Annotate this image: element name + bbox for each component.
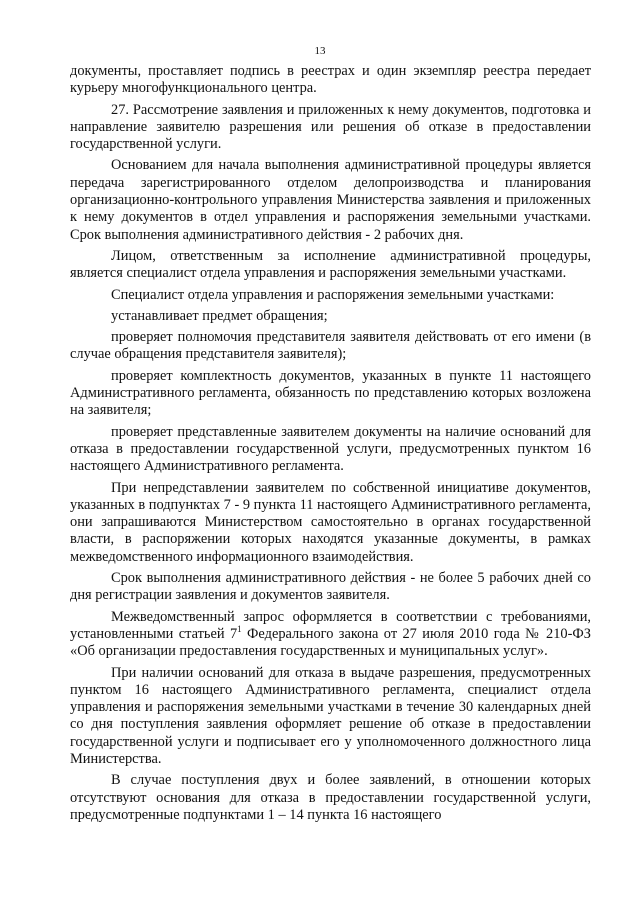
paragraph-grounds-check: проверяет представленные заявителем документы на наличие оснований для отказа в предоставлении государственной услуги, предусмотренных пунктом 16 настоящего Административного регламента. (70, 423, 591, 475)
paragraph-item-27: 27. Рассмотрение заявления и приложенных к нему документов, подготовка и направление заявителю разрешения или решения об отказе в предоставлении государственной услуги. (70, 101, 591, 153)
paragraph-subject: устанавливает предмет обращения; (111, 307, 328, 324)
text-before-superscript: Межведомственный запрос оформляется в соответствии с требованиями, установленными статьей 7 (70, 608, 591, 642)
document-body (70, 63, 591, 828)
paragraph-non-submission: При непредставлении заявителем по собственной инициативе документов, указанных в подпунктах 7 - 9 пункта 11 настоящего Административного регламента, они запрашиваются Министерством самостоятельно в органах государственной власти, в распоряжении которых находятся указанные документы, в рамках межведомственного информационного взаимодействия. (70, 479, 591, 565)
paragraph-completeness-check: проверяет комплектность документов, указанных в пункте 11 настоящего Административного регламента, обязанность по представлению которых возложена на заявителя; (70, 367, 591, 419)
paragraph-interagency-request (70, 609, 591, 661)
paragraph-specialist: Специалист отдела управления и распоряжения земельными участками: (111, 286, 555, 303)
text-after-superscript: Федерального закона от 27 июля 2010 года № 210-ФЗ «Об организации предоставления государственных и муниципальных услуг». (70, 625, 591, 660)
paragraph-refusal: При наличии оснований для отказа в выдаче разрешения, предусмотренных пунктом 16 настоящего Административного регламента, специалист отдела управления и распоряжения земельными участками в течение 30 календарных дней со дня поступления заявления оформляет решение об отказе в предоставлении государственной услуги и подписывает его у уполномоченного должностного лица Министерства. (70, 664, 591, 767)
page-number: 13 (314, 45, 326, 57)
paragraph-deadline: Срок выполнения административного действия - не более 5 рабочих дней со дня регистрации заявления и документов заявителя. (70, 570, 591, 604)
paragraph-authority-check: проверяет полномочия представителя заявителя действовать от его имени (в случае обращения представителя заявителя); (70, 329, 591, 363)
paragraph-responsible: Лицом, ответственным за исполнение административной процедуры, является специалист отдела управления и распоряжения земельными участками. (70, 247, 591, 282)
paragraph-multiple-applications: В случае поступления двух и более заявлений, в отношении которых отсутствуют основания для отказа в предоставлении государственной услуги, предусмотренные подпунктами 1 – 14 пункта 16 настоящего (70, 772, 591, 823)
superscript: 1 (237, 624, 242, 635)
paragraph-basis: Основанием для начала выполнения административной процедуры является передача зарегистрированного отделом делопроизводства и планирования организационно-контрольного управления Министерства заявления и приложенных к нему документов в отдел управления и распоряжения земельными участками. Срок выполнения административного действия - 2 рабочих дня. (70, 157, 591, 243)
paragraph-continuation: документы, проставляет подпись в реестрах и один экземпляр реестра передает курьеру многофункционального центра. (70, 63, 591, 97)
